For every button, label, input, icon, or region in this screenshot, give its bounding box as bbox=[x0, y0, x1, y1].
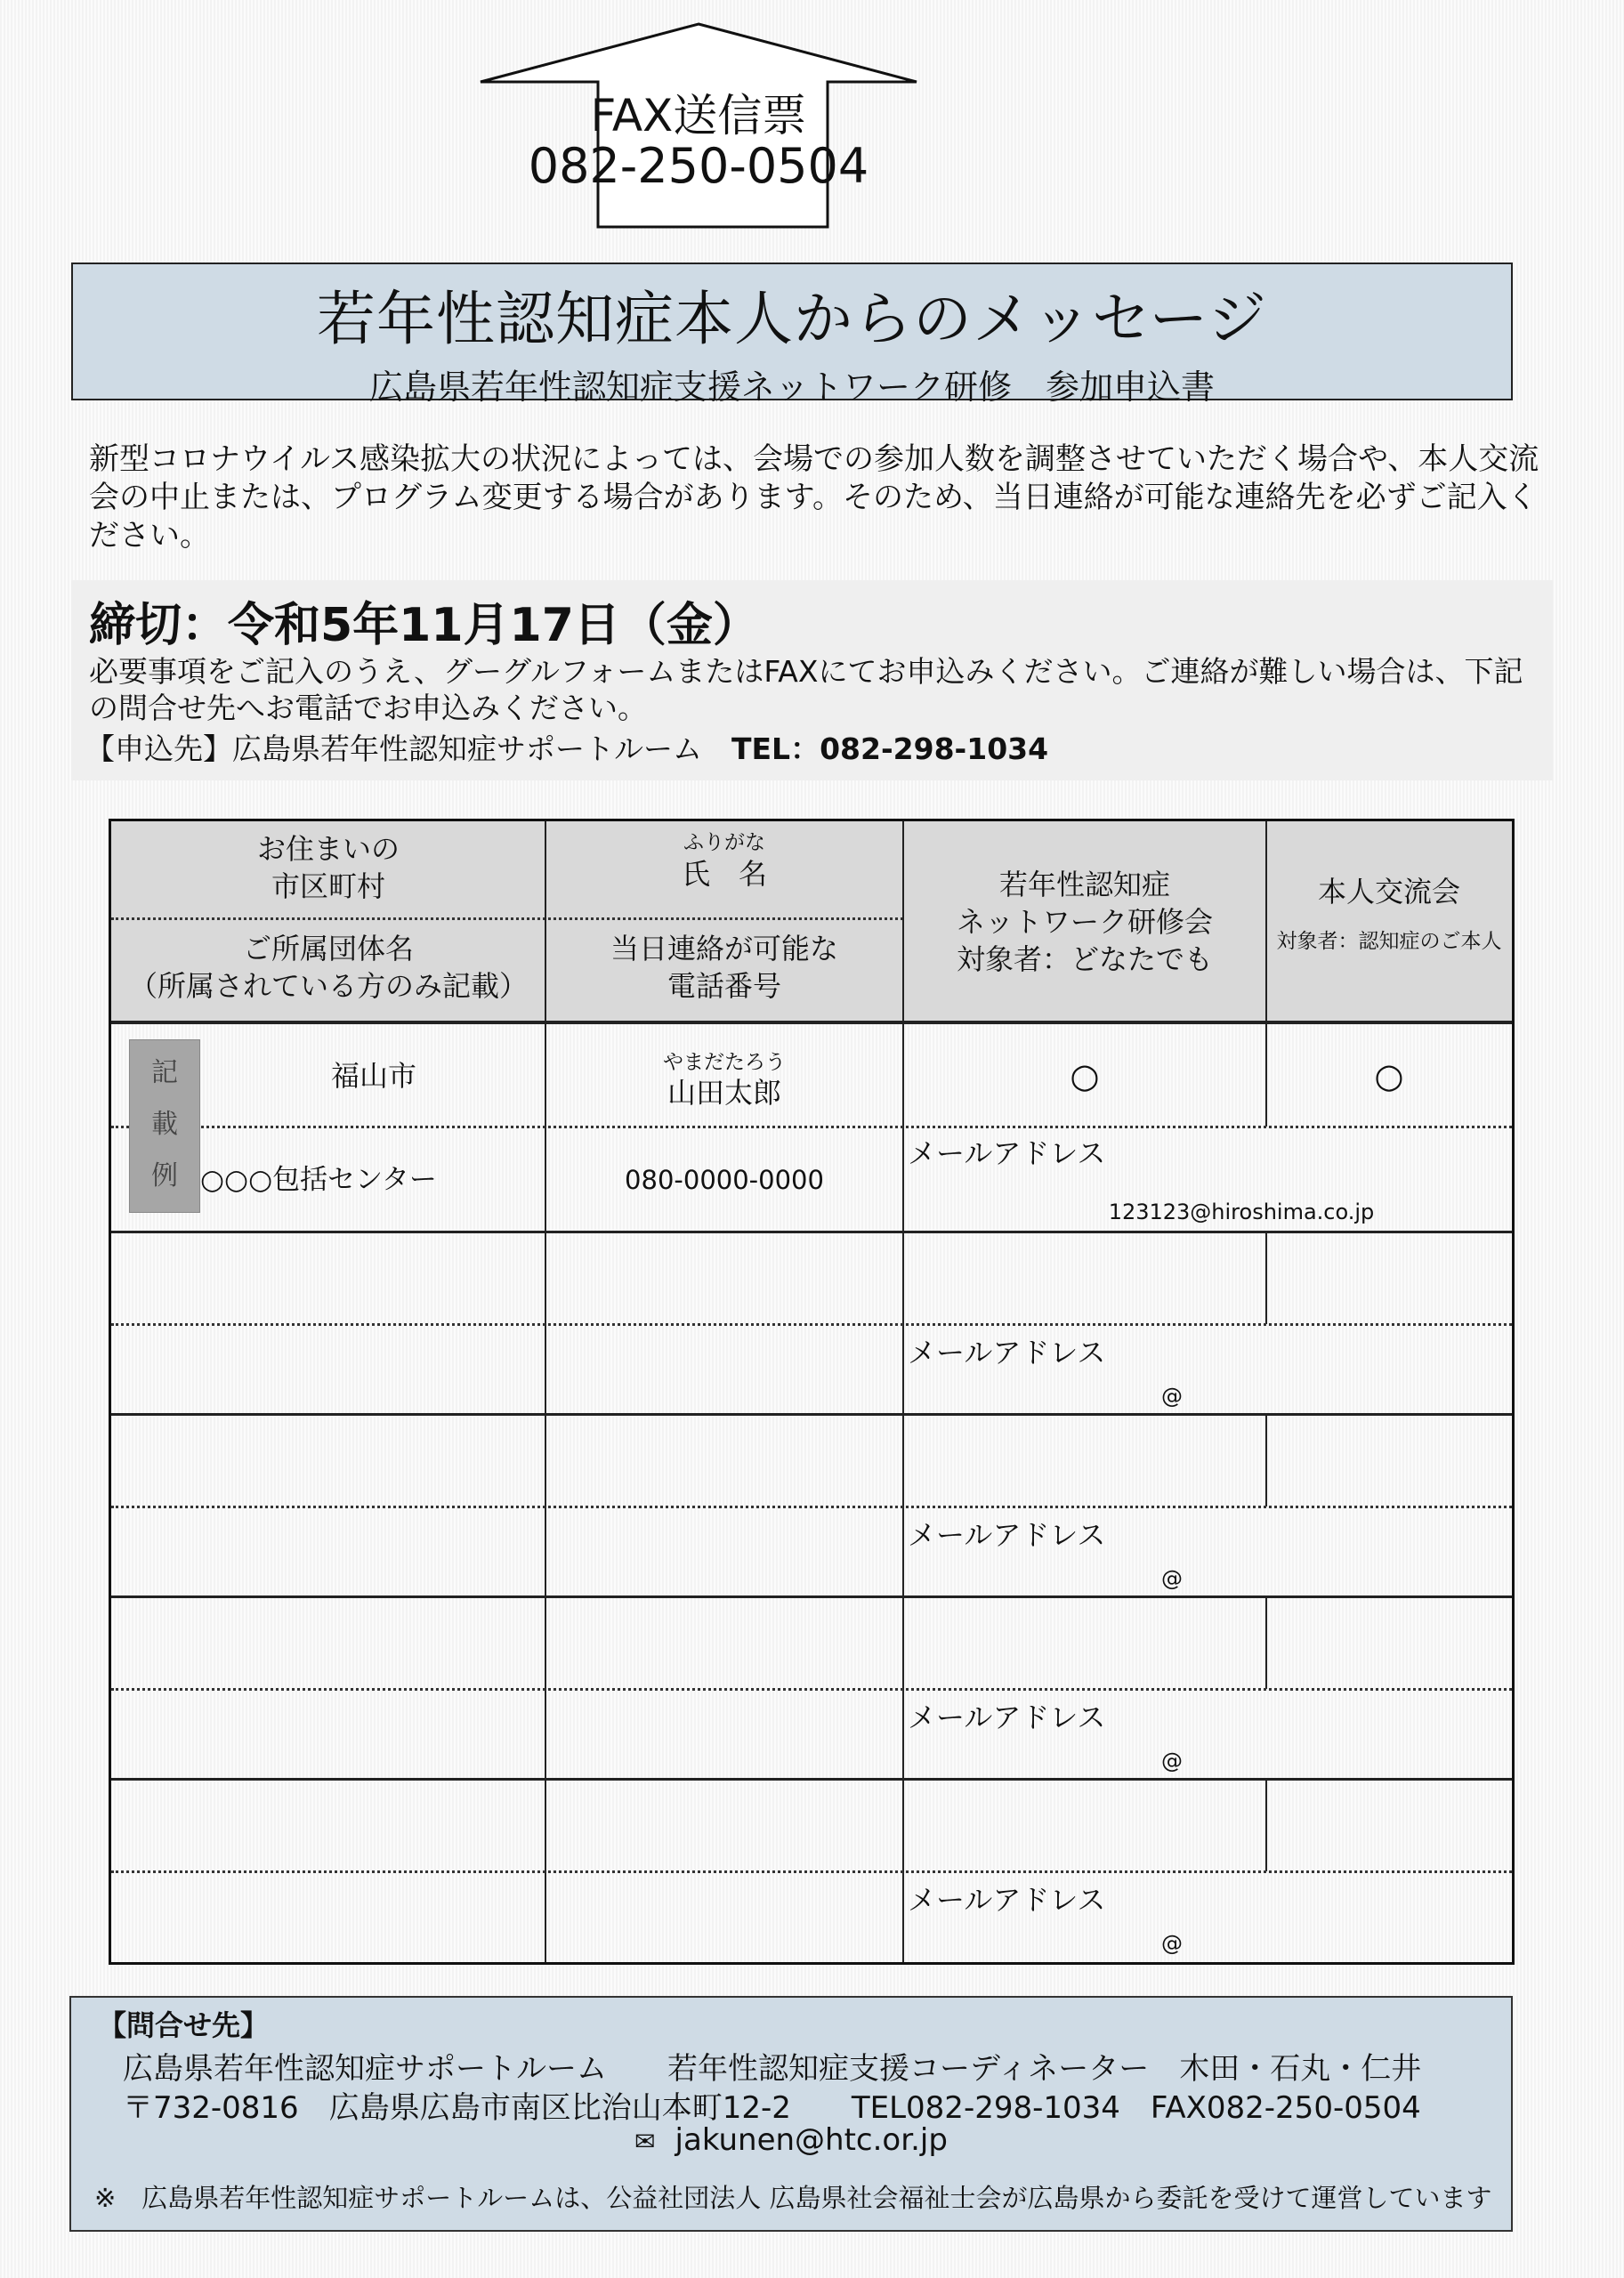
input-exchange[interactable] bbox=[1268, 1234, 1512, 1323]
row-divider bbox=[111, 1778, 1512, 1781]
example-tag-char: 記 bbox=[151, 1057, 178, 1088]
example-name-ruby: やまだたろう bbox=[663, 1051, 786, 1074]
apply-to bbox=[85, 726, 1048, 768]
fax-label: FAX送信票 bbox=[590, 90, 807, 141]
input-phone[interactable] bbox=[547, 1874, 902, 1962]
application-table bbox=[109, 819, 1515, 1965]
input-name[interactable] bbox=[547, 1417, 902, 1506]
row-mid-divider bbox=[111, 1870, 1512, 1873]
header-org-line2: （所属されている方のみ記載） bbox=[128, 969, 528, 1003]
email-label: メールアドレス bbox=[908, 1518, 1106, 1552]
header-phone-line2: 電話番号 bbox=[667, 969, 781, 1003]
header-city-line2: 市区町村 bbox=[271, 869, 385, 903]
envelope-icon: ✉ bbox=[634, 2127, 656, 2156]
example-org: ○○○包括センター bbox=[200, 1164, 437, 1196]
email-label: メールアドレス bbox=[908, 1700, 1106, 1734]
input-network[interactable] bbox=[905, 1599, 1265, 1688]
example-name bbox=[545, 1051, 903, 1111]
row-divider bbox=[111, 1595, 1512, 1598]
header-network-line3: 対象者：どなたでも bbox=[956, 942, 1213, 976]
deadline-title: 締切：令和5年11月17日（金） bbox=[89, 599, 759, 652]
col-divider bbox=[1265, 1780, 1267, 1871]
header-network-line1: 若年性認知症 bbox=[998, 868, 1170, 901]
apply-tel: TEL：082-298-1034 bbox=[731, 731, 1049, 766]
input-org[interactable] bbox=[111, 1692, 545, 1778]
header-name-ruby: ふりがな bbox=[683, 831, 765, 854]
col-divider bbox=[545, 821, 546, 1962]
input-city[interactable] bbox=[111, 1781, 545, 1870]
input-phone[interactable] bbox=[547, 1327, 902, 1413]
input-city[interactable] bbox=[111, 1599, 545, 1688]
row-divider bbox=[111, 1021, 1512, 1024]
input-exchange[interactable] bbox=[1268, 1417, 1512, 1506]
fax-number: 082-250-0504 bbox=[528, 138, 869, 194]
header-name-label: 氏 名 bbox=[681, 857, 767, 891]
example-email: 123123@hiroshima.co.jp bbox=[1108, 1200, 1375, 1224]
contact-box bbox=[69, 1996, 1513, 2232]
intro-text: 新型コロナウイルス感染拡大の状況によっては、会場での参加人数を調整させていただく場合や、本人交流会の中止または、プログラム変更する場合があります。そのため、当日連絡が可能な連絡先を必ずご記入ください。 bbox=[89, 441, 1539, 553]
example-network-mark: ○ bbox=[1070, 1056, 1100, 1095]
header-exchange bbox=[1266, 873, 1512, 960]
example-tag-char: 載 bbox=[151, 1109, 178, 1140]
row-mid-divider bbox=[111, 1323, 1512, 1326]
example-phone: 080-0000-0000 bbox=[625, 1165, 824, 1195]
input-org[interactable] bbox=[111, 1874, 545, 1962]
example-city: 福山市 bbox=[330, 1059, 416, 1093]
header-network bbox=[903, 866, 1266, 978]
at-sign: @ bbox=[1161, 1749, 1183, 1773]
example-name-value: 山田太郎 bbox=[667, 1076, 781, 1110]
col-divider bbox=[1265, 1597, 1267, 1689]
header-divider bbox=[111, 917, 903, 920]
deadline-note: 必要事項をご記入のうえ、グーグルフォームまたはFAXにてお申込みください。ご連絡が難しい場合は、下記の問合せ先へお電話でお申込みください。 bbox=[89, 654, 1523, 725]
row-mid-divider bbox=[111, 1506, 1512, 1508]
header-exchange-line1: 本人交流会 bbox=[1317, 875, 1460, 909]
input-city[interactable] bbox=[111, 1417, 545, 1506]
apply-label: 【申込先】広島県若年性認知症サポートルーム bbox=[85, 731, 731, 766]
at-sign: @ bbox=[1161, 1566, 1183, 1591]
page-subtitle: 広島県若年性認知症支援ネットワーク研修 参加申込書 bbox=[368, 368, 1215, 407]
contact-email[interactable]: jakunen@htc.or.jp bbox=[675, 2122, 948, 2158]
header-network-line2: ネットワーク研修会 bbox=[956, 905, 1213, 939]
input-network[interactable] bbox=[905, 1234, 1265, 1323]
contact-line1: 広島県若年性認知症サポートルーム 若年性認知症支援コーディネーター 木田・石丸・仁井 bbox=[123, 2051, 1422, 2087]
page-title: 若年性認知症本人からのメッセージ bbox=[316, 285, 1268, 353]
fax-banner bbox=[463, 18, 934, 236]
input-org[interactable] bbox=[111, 1509, 545, 1595]
input-name[interactable] bbox=[547, 1599, 902, 1688]
example-tag bbox=[129, 1039, 200, 1213]
input-exchange[interactable] bbox=[1268, 1599, 1512, 1688]
input-city[interactable] bbox=[111, 1234, 545, 1323]
example-email-label: メールアドレス bbox=[908, 1136, 1106, 1170]
input-phone[interactable] bbox=[547, 1692, 902, 1778]
header-org bbox=[111, 930, 545, 1005]
at-sign: @ bbox=[1161, 1931, 1183, 1956]
row-divider bbox=[111, 1413, 1512, 1416]
contact-heading: 【問合せ先】 bbox=[98, 2008, 270, 2042]
deadline-box bbox=[71, 580, 1553, 780]
contact-note: ※ 広島県若年性認知症サポートルームは、公益社団法人 広島県社会福祉士会が広島県から委託を受けて運営しています bbox=[94, 2183, 1492, 2213]
col-divider bbox=[1265, 1232, 1267, 1324]
col-divider bbox=[902, 821, 904, 1962]
input-name[interactable] bbox=[547, 1781, 902, 1870]
header-city-line1: お住まいの bbox=[256, 832, 400, 866]
example-tag-char: 例 bbox=[151, 1160, 178, 1192]
email-label: メールアドレス bbox=[908, 1883, 1106, 1917]
row-divider bbox=[111, 1231, 1512, 1233]
row-mid-divider bbox=[111, 1126, 1512, 1128]
contact-line2: 〒732-0816 広島県広島市南区比治山本町12-2 TEL082-298-1034 FAX082-250-0504 bbox=[123, 2090, 1421, 2126]
title-box bbox=[71, 263, 1513, 407]
input-exchange[interactable] bbox=[1268, 1781, 1512, 1870]
header-name bbox=[545, 830, 903, 893]
at-sign: @ bbox=[1161, 1384, 1183, 1409]
row-mid-divider bbox=[111, 1688, 1512, 1691]
header-phone-line1: 当日連絡が可能な bbox=[610, 932, 838, 965]
input-network[interactable] bbox=[905, 1417, 1265, 1506]
input-name[interactable] bbox=[547, 1234, 902, 1323]
example-exchange-mark: ○ bbox=[1374, 1056, 1404, 1095]
header-city bbox=[111, 830, 545, 905]
email-label: メールアドレス bbox=[908, 1336, 1106, 1369]
contact-email-row bbox=[71, 2122, 1511, 2158]
input-phone[interactable] bbox=[547, 1509, 902, 1595]
col-divider bbox=[1265, 1415, 1267, 1507]
header-exchange-line2: 対象者：認知症のご本人 bbox=[1276, 930, 1502, 953]
header-org-line1: ご所属団体名 bbox=[242, 932, 414, 965]
header-phone bbox=[545, 930, 903, 1005]
input-org[interactable] bbox=[111, 1327, 545, 1413]
input-network[interactable] bbox=[905, 1781, 1265, 1870]
